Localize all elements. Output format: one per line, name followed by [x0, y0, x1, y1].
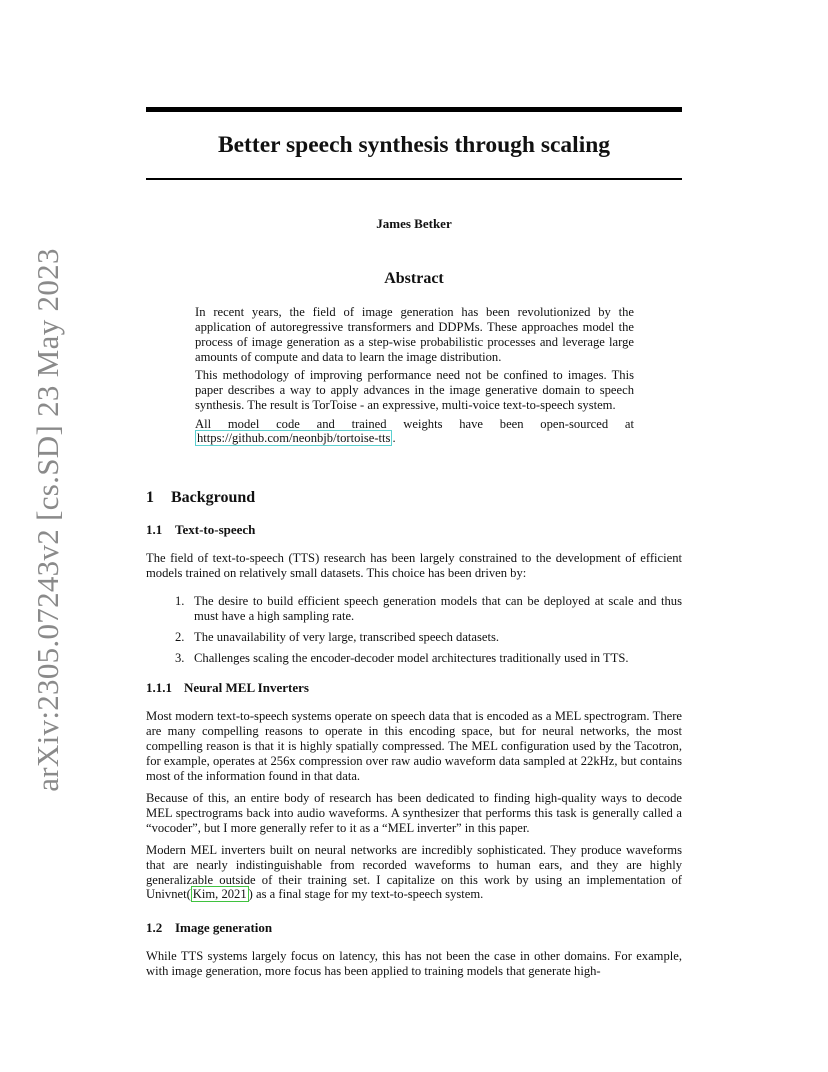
author-name: James Betker — [376, 216, 452, 231]
abstract-paragraph: In recent years, the field of image generation has been revolutionized by the application of autoregressive transformers and DDPMs. These approaches model the process of image generation as a step-wise probabilistic processes and leverage large amounts of compute and data to learn the image distribution. — [195, 305, 634, 364]
list-item — [146, 594, 682, 624]
title-top-rule — [146, 107, 682, 112]
subsubsection-heading — [146, 680, 682, 696]
paragraph-text: ) as a final stage for my text-to-speech system. — [248, 887, 484, 902]
subsubsection-number: 1.1.1 — [146, 680, 172, 696]
list-marker: 1. — [175, 593, 185, 608]
subsection-heading — [146, 920, 682, 936]
body-paragraph: Because of this, an entire body of research has been dedicated to finding high-quality ways to decode MEL spectrograms back into audio waveforms. A synthesizer that performs this task is generally called a “vocoder”, but I more generally refer to it as a “MEL inverter” in this paper. — [146, 790, 682, 835]
subsection-title: Text-to-speech — [175, 522, 256, 537]
section-heading — [146, 487, 682, 509]
subsection-title: Image generation — [175, 920, 273, 936]
body-paragraph: The field of text-to-speech (TTS) research has been largely constrained to the development of efficient models trained on relatively small datasets. This choice has been driven by: — [146, 551, 682, 580]
abstract-paragraph-code — [195, 417, 634, 447]
body-paragraph: Most modern text-to-speech systems operate on speech data that is encoded as a MEL spectrogram. There are many compelling reasons to operate in this encoding space, but for neural networks, the most compelling reason is that it is highly spatially compressed. The MEL configuration used by the Tacotron, for example, operates at 256x compression over raw audio waveform data sampled at 22kHz, but contains most of the information found in that data. — [146, 709, 682, 784]
abstract-paragraph: This methodology of improving performance need not be confined to images. This paper describes a way to apply advances in the image generative domain to speech synthesis. The result is TorToise - an expressive, multi-voice text-to-speech system. — [195, 368, 634, 413]
paper-body — [146, 487, 682, 986]
list-item-text: The desire to build efficient speech generation models that can be deployed at scale and thus must have a high sampling rate. — [194, 593, 682, 623]
subsection-number: 1.2 — [146, 920, 163, 936]
abstract — [195, 305, 634, 450]
subsubsection-title: Neural MEL Inverters — [184, 680, 309, 696]
list-item — [146, 651, 682, 666]
body-paragraph-with-citation — [146, 843, 682, 903]
abstract-code-text: All model code and trained weights have been open-sourced at — [195, 416, 634, 431]
list-item-text: Challenges scaling the encoder-decoder model architectures traditionally used in TTS. — [194, 650, 629, 665]
arxiv-identifier-stamp: arXiv:2305.07243v2 [cs.SD] 23 May 2023 — [30, 248, 65, 792]
numbered-list — [146, 594, 682, 666]
section-number: 1 — [146, 489, 154, 506]
repository-link[interactable]: https://github.com/neonbjb/tortoise-tts — [197, 431, 391, 446]
paragraph-text: Modern MEL inverters built on neural networks are incredibly sophisticated. They produce waveforms that are nearly indistinguishable from recorded waveforms to human ears, and they are highly generalizable outside of their training set. I capitalize on this work by using an implementation of Univnet( — [146, 842, 682, 902]
paper-title: Better speech synthesis through scaling — [217, 132, 611, 158]
subsection-number: 1.1 — [146, 522, 163, 537]
citation-link[interactable]: Kim, 2021 — [192, 887, 247, 902]
list-marker: 2. — [175, 629, 185, 644]
list-marker: 3. — [175, 650, 185, 665]
list-item-text: The unavailability of very large, transcribed speech datasets. — [194, 629, 500, 644]
list-item — [146, 630, 682, 645]
abstract-period: . — [392, 431, 396, 446]
section-title: Background — [171, 489, 256, 506]
body-paragraph: While TTS systems largely focus on latency, this has not been the case in other domains. For example, with image generation, more focus has been applied to training models that generate high- — [146, 949, 682, 979]
title-bottom-rule — [146, 178, 682, 180]
subsection-heading — [146, 522, 682, 538]
abstract-heading: Abstract — [384, 270, 444, 287]
